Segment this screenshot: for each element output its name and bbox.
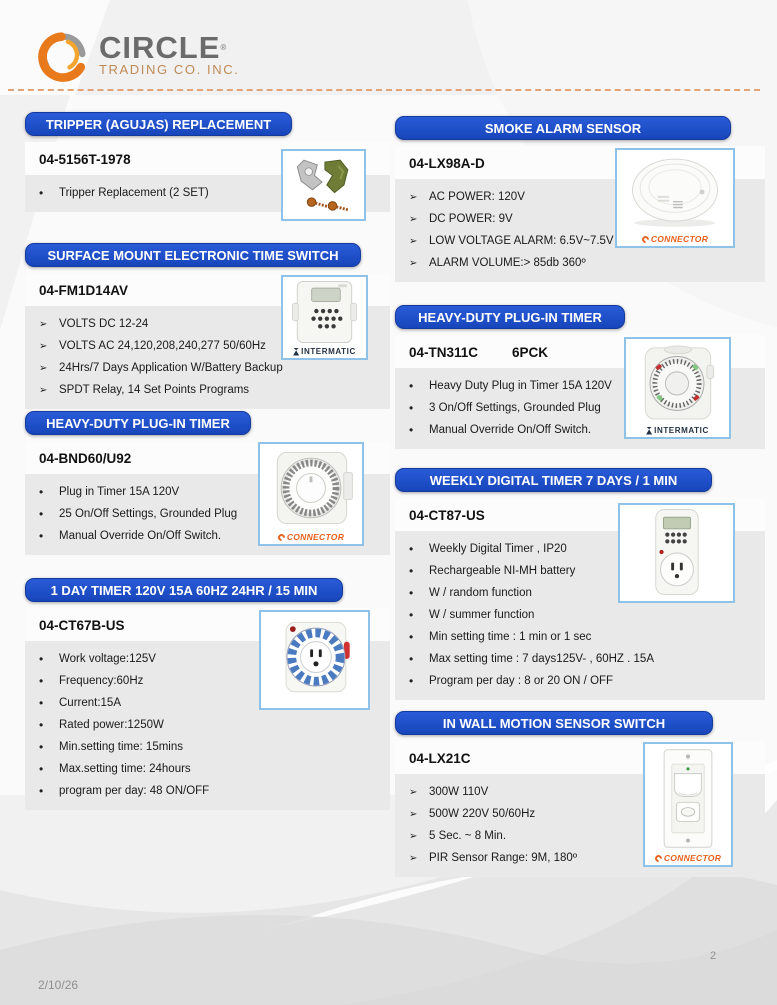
product-code: 04-CT87-US [395,498,765,531]
bullet-arrow-icon [39,338,59,355]
feature-text: Tripper Replacement (2 SET) [59,187,209,199]
connector-logo-icon [640,234,650,244]
bullet-dot-icon [39,185,59,202]
bullet-arrow-icon [39,382,59,399]
feature-item [409,629,751,646]
feature-text: Heavy Duty Plug in Timer 15A 120V [429,380,612,392]
left-column [25,112,390,810]
feature-item [409,651,751,668]
feature-text: Plug in Timer 15A 120V [59,486,180,498]
product-image-cube-timer [624,337,731,439]
product-card [25,608,390,810]
feature-text: Rechargeable NI-MH battery [429,565,576,577]
feature-text: program per day: 48 ON/OFF [59,785,210,797]
feature-item [409,673,751,690]
product-pack-qty: 6PCK [512,345,549,360]
feature-item [409,255,751,272]
section-title-heavy-duty-right: HEAVY-DUTY PLUG-IN TIMER [395,305,625,329]
product-section-surface-mount-switch [25,243,390,409]
feature-text: Current:15A [59,697,122,709]
feature-text: W / summer function [429,609,535,621]
feature-item [39,382,376,399]
feature-text: Max.setting time: 24hours [59,763,191,775]
bullet-dot-icon [409,673,429,690]
intermatic-brand [646,426,709,435]
product-image-24h-timer [259,610,370,710]
page-number: 2 [710,950,717,962]
bullet-dot-icon [39,506,59,523]
product-image-plug-timer [258,442,364,546]
feature-item [409,607,751,624]
product-section-motion-sensor [395,711,765,877]
brand-text: CONNECTOR [286,532,345,542]
product-card [395,741,765,877]
product-code-text: 04-TN311C [409,345,479,360]
section-title-tripper: TRIPPER (AGUJAS) REPLACEMENT [25,112,292,136]
feature-text: 500W 220V 50/60Hz [429,808,536,820]
cube-timer-image [626,339,729,426]
feature-text: LOW VOLTAGE ALARM: 6.5V~7.5V [429,235,614,247]
product-code: 04-BND60/U92 [25,441,390,474]
bullet-dot-icon [409,651,429,668]
digital-timer-image [620,505,733,599]
connector-brand [278,532,344,542]
bullet-dot-icon [39,651,59,668]
bullet-arrow-icon [409,784,429,801]
feature-item [39,761,376,778]
feature-text: Max setting time : 7 days125V- , 60HZ . 15A [429,653,654,665]
section-title-heavy-duty-left: HEAVY-DUTY PLUG-IN TIMER [25,411,251,435]
right-column [395,116,765,877]
brand-text: INTERMATIC [301,347,356,356]
brand-text: CONNECTOR [663,853,722,863]
section-title-surface-mount: SURFACE MOUNT ELECTRONIC TIME SWITCH [25,243,361,267]
feature-item [39,360,376,377]
logo-text [99,30,240,77]
bullet-dot-icon [409,422,429,439]
product-section-heavy-duty-timer-right [395,305,765,449]
connector-logo-icon [653,853,663,863]
logo-title [99,30,239,65]
feature-text: Work voltage:125V [59,653,156,665]
brand-text: CONNECTOR [650,234,709,244]
bullet-arrow-icon [409,233,429,250]
product-image-smoke-alarm [615,148,735,248]
feature-text: Frequency:60Hz [59,675,144,687]
feature-text: Program per day : 8 or 20 ON / OFF [429,675,614,687]
brand-text: INTERMATIC [654,426,709,435]
product-section-smoke-alarm [395,116,765,282]
bullet-arrow-icon [409,255,429,272]
motion-sensor-image [645,744,731,853]
bullet-dot-icon [39,717,59,734]
feature-text: VOLTS AC 24,120,208,240,277 50/60Hz [59,340,266,352]
connector-logo-icon [276,532,286,542]
bullet-arrow-icon [39,360,59,377]
footer-date: 2/10/26 [38,978,79,992]
feature-text: VOLTS DC 12-24 [59,318,149,330]
feature-text: Manual Override On/Off Switch. [429,424,592,436]
bullet-dot-icon [39,673,59,690]
section-title-motion-sensor: IN WALL MOTION SENSOR SWITCH [395,711,713,735]
bullet-arrow-icon [409,850,429,867]
header-divider [8,89,760,91]
product-code: 04-LX98A-D [395,146,765,179]
feature-text: 24Hrs/7 Days Application W/Battery Backup [59,362,283,374]
product-image-digital-timer [618,503,735,603]
product-code: 04-CT67B-US [25,608,390,641]
feature-text: Min setting time : 1 min or 1 sec [429,631,592,643]
bullet-dot-icon [409,541,429,558]
feature-item [39,717,376,734]
feature-text: W / random function [429,587,532,599]
logo-subtitle: TRADING CO. INC. [99,62,240,77]
feature-text: 25 On/Off Settings, Grounded Plug [59,508,238,520]
product-code: 04-5156T-1978 [25,142,390,175]
product-section-heavy-duty-timer-left [25,411,390,555]
section-title-smoke-alarm: SMOKE ALARM SENSOR [395,116,731,140]
feature-item [39,783,376,800]
bullet-arrow-icon [409,189,429,206]
product-card [395,335,765,449]
feature-text: SPDT Relay, 14 Set Points Programs [59,384,250,396]
bullet-dot-icon [39,739,59,756]
bullet-dot-icon [409,607,429,624]
connector-brand [655,853,721,863]
smoke-alarm-image [617,150,733,234]
product-image-motion-sensor [643,742,733,867]
bullet-dot-icon [39,484,59,501]
bullet-dot-icon [39,783,59,800]
feature-text: Weekly Digital Timer , IP20 [429,543,567,555]
feature-text: 3 On/Off Settings, Grounded Plug [429,402,601,414]
tripper-clips-image [283,151,364,217]
logo-trademark: ® [220,43,228,52]
bullet-dot-icon [39,695,59,712]
feature-item [39,739,376,756]
feature-text: 5 Sec. ~ 8 Min. [429,830,507,842]
feature-text: Min.setting time: 15mins [59,741,183,753]
bullet-arrow-icon [409,806,429,823]
header [35,28,239,84]
logo-title-text: CIRCLE [99,30,221,65]
feature-text: Rated power:1250W [59,719,164,731]
section-title-1-day-timer: 1 DAY TIMER 120V 15A 60HZ 24HR / 15 MIN [25,578,343,602]
product-card [395,498,765,700]
bullet-dot-icon [409,400,429,417]
section-title-weekly-digital: WEEKLY DIGITAL TIMER 7 DAYS / 1 MIN [395,468,712,492]
bullet-dot-icon [409,378,429,395]
bullet-dot-icon [39,761,59,778]
bullet-arrow-icon [409,211,429,228]
product-section-weekly-digital-timer [395,468,765,700]
bullet-dot-icon [39,528,59,545]
feature-text: Manual Override On/Off Switch. [59,530,222,542]
plug-timer-image [260,444,362,532]
product-section-tripper [25,112,390,212]
feature-text: DC POWER: 9V [429,213,513,225]
product-card [395,146,765,282]
intermatic-logo-icon [646,427,652,435]
time-switch-image [283,277,366,347]
product-code: 04-FM1D14AV [25,273,390,306]
intermatic-brand [293,347,356,356]
product-image-time-switch [281,275,368,360]
connector-brand [642,234,708,244]
24h-timer-image [261,612,368,706]
product-section-1-day-timer [25,578,390,810]
product-image-tripper [281,149,366,221]
bullet-dot-icon [409,585,429,602]
product-code: 04-LX21C [395,741,765,774]
circle-logo-icon [35,28,91,84]
feature-text: AC POWER: 120V [429,191,525,203]
bullet-dot-icon [409,563,429,580]
product-card [25,142,390,212]
bullet-arrow-icon [39,316,59,333]
bullet-arrow-icon [409,828,429,845]
intermatic-logo-icon [293,348,299,356]
feature-text: ALARM VOLUME:> 85db 360º [429,257,586,269]
feature-text: 300W 110V [429,786,489,798]
bullet-dot-icon [409,629,429,646]
product-card [25,441,390,555]
feature-text: PIR Sensor Range: 9M, 180º [429,852,578,864]
product-card [25,273,390,409]
